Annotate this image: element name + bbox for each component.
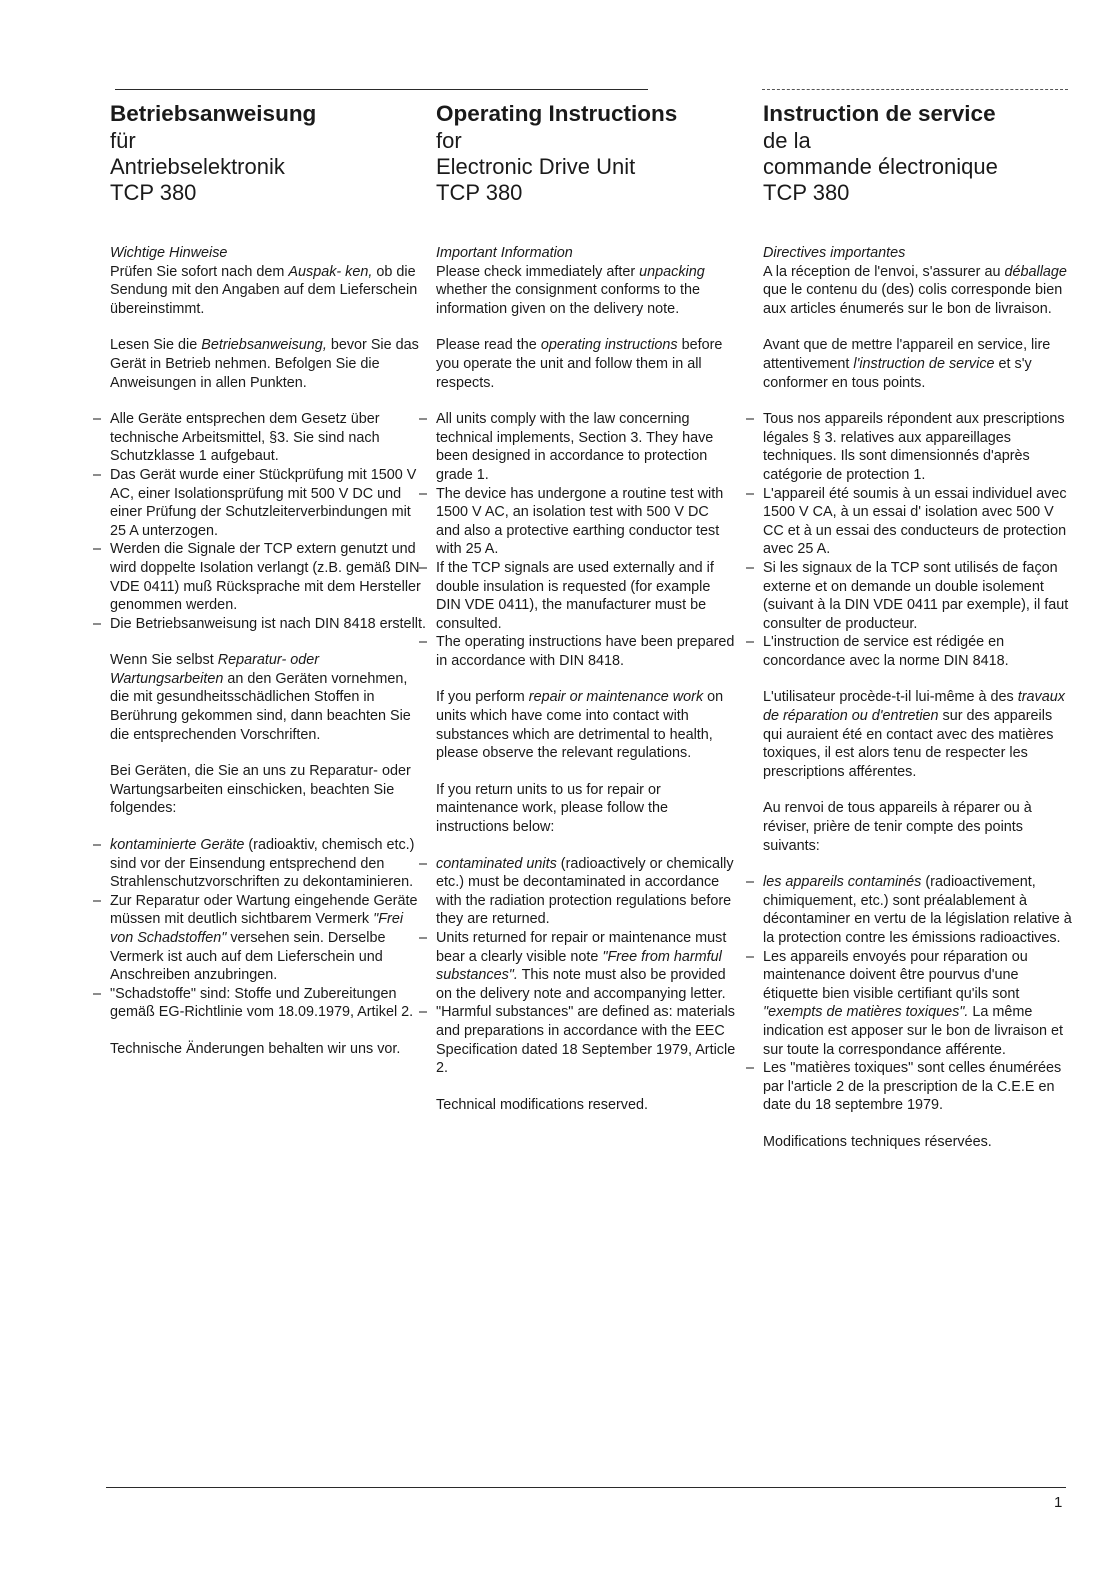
subtitle-line: TCP 380 xyxy=(436,180,523,205)
list-item: – If the TCP signals are used externally and if double insulation is requested (for example DIN VDE 0411), the manufacturer must be consulted. xyxy=(436,559,736,633)
compliance-list xyxy=(110,410,426,633)
return-list xyxy=(110,836,426,1022)
intro-paragraph: A la réception de l'envoi, s'assurer au déballage que le contenu du (des) colis corresponde bien aux articles énumerés sur le bon de livraison. xyxy=(763,263,1067,317)
list-item: – Die Betriebsanweisung ist nach DIN 8418 erstellt. xyxy=(110,615,426,634)
intro-paragraph: Avant que de mettre l'appareil en service, lire attentivement l'instruction de service et s'y conformer en tous points. xyxy=(763,337,1051,391)
column-french xyxy=(763,100,1073,1170)
intro-paragraph: Please read the operating instructions before you operate the unit and follow them in all respects. xyxy=(436,337,723,391)
list-item: – Tous nos appareils répondent aux prescriptions légales § 3. relatives aux appareillages techniques. Ils sont dimensionnés d'après catégorie de protection 1. xyxy=(763,410,1073,484)
body-german xyxy=(110,244,426,1059)
list-item: – Les "matières toxiques" sont celles énumérées par l'article 2 de la prescription de la C.E.E en date du 18 septembre 1979. xyxy=(763,1059,1073,1115)
list-item: – All units comply with the law concerning technical implements, Section 3. They have been designed in accordance to protection grade 1. xyxy=(436,410,736,484)
list-item: – Units returned for repair or maintenance must bear a clearly visible note "Free from harmful substances". This note must also be provided on the delivery note and accompanying letter. xyxy=(436,929,736,1003)
subtitle-line: Antriebselektronik xyxy=(110,154,285,179)
column-german xyxy=(110,100,426,1077)
intro-paragraph: Please check immediately after unpacking whether the consignment conforms to the information given on the delivery note. xyxy=(436,263,705,317)
top-rule xyxy=(115,89,648,90)
list-item: – L'instruction de service est rédigée en concordance avec la norme DIN 8418. xyxy=(763,633,1073,670)
list-item: – "Schadstoffe" sind: Stoffe und Zubereitungen gemäß EG-Richtlinie vom 18.09.1979, Artikel 2. xyxy=(110,985,426,1022)
intro-paragraph: Prüfen Sie sofort nach dem Auspak- ken, ob die Sendung mit den Angaben auf dem Lieferschein übereinstimmt. xyxy=(110,263,418,317)
return-paragraph: Bei Geräten, die Sie an uns zu Reparatur- oder Wartungsarbeiten einschicken, beachten Sie folgendes: xyxy=(110,763,411,817)
closing-note: Modifications techniques réservées. xyxy=(763,1133,992,1150)
subtitle-line: Electronic Drive Unit xyxy=(436,154,636,179)
list-item: – les appareils contaminés (radioactivement, chimiquement, etc.) sont préalablement à décontaminer en vertu de la législation relative à la protection contre les émissions radioactives. xyxy=(763,873,1073,947)
subtitle-line: TCP 380 xyxy=(763,180,850,205)
page-number: 1 xyxy=(1054,1494,1063,1511)
column-english xyxy=(436,100,736,1132)
repair-paragraph: Wenn Sie selbst Reparatur- oder Wartungsarbeiten an den Geräten vornehmen, die mit gesundheitsschädlichen Stoffen in Berührung gekommen sind, dann beachten Sie die entsprechenden Vorschriften. xyxy=(110,652,411,743)
subtitle-line: de la xyxy=(763,128,811,153)
title-french: Instruction de service xyxy=(763,101,996,126)
section-heading: Directives importantes xyxy=(763,245,906,261)
list-item: – The operating instructions have been prepared in accordance with DIN 8418. xyxy=(436,633,736,670)
bottom-rule xyxy=(106,1487,1066,1488)
return-list xyxy=(436,855,736,1078)
return-paragraph: If you return units to us for repair or maintenance work, please follow the instructions below: xyxy=(436,781,668,836)
list-item: – Les appareils envoyés pour réparation ou maintenance doivent être pourvus d'une étiquette bien visible certifiant qu'ils sont "exempts de matières toxiques". La même indication est apposer sur le bon de livraison et sur toute la correspondance afférente. xyxy=(763,948,1073,1060)
section-heading: Important Information xyxy=(436,245,573,261)
list-item: – Werden die Signale der TCP extern genutzt und wird doppelte Isolation verlangt (z.B. gemäß DIN VDE 0411) muß Rücksprache mit dem Hersteller genommen werden. xyxy=(110,540,426,614)
compliance-list xyxy=(436,410,736,670)
section-heading: Wichtige Hinweise xyxy=(110,245,228,261)
list-item: – Das Gerät wurde einer Stückprüfung mit 1500 V AC, einer Isolationsprüfung mit 500 V DC und einer Prüfung der Schutzleiterverbindungen mit 25 A unterzogen. xyxy=(110,466,426,540)
title-english: Operating Instructions xyxy=(436,101,678,126)
closing-note: Technical modifications reserved. xyxy=(436,1096,648,1113)
return-paragraph: Au renvoi de tous appareils à réparer ou à réviser, prière de tenir compte des points suivants: xyxy=(763,800,1032,854)
list-item: – Si les signaux de la TCP sont utilisés de façon externe et on demande un double isolement (suivant à la DIN VDE 0411 par exemple), il faut consulter de producteur. xyxy=(763,559,1073,633)
subtitle-line: for xyxy=(436,128,462,153)
return-list xyxy=(763,873,1073,1115)
repair-paragraph: If you perform repair or maintenance work on units which have come into contact with substances which are detrimental to health, please observe the relevant regulations. xyxy=(436,689,724,762)
list-item: – contaminated units (radioactively or chemically etc.) must be decontaminated in accordance with the radiation protection regulations before they are returned. xyxy=(436,855,736,929)
list-item: – L'appareil été soumis à un essai individuel avec 1500 V CA, à un essai d' isolation avec 500 V CC et à un essai des conducteurs de protection avec 25 A. xyxy=(763,485,1073,559)
intro-paragraph: Lesen Sie die Betriebsanweisung, bevor Sie das Gerät in Betrieb nehmen. Befolgen Sie die Anweisungen in allen Punkten. xyxy=(110,337,419,391)
list-item: – Zur Reparatur oder Wartung eingehende Geräte müssen mit deutlich sichtbarem Vermerk "Frei von Schadstoffen" versehen sein. Derselbe Vermerk ist auch auf dem Lieferschein und Anschreiben anzubringen. xyxy=(110,892,426,985)
subtitle-line: commande électronique xyxy=(763,154,998,179)
repair-paragraph: L'utilisateur procède-t-il lui-même à des travaux de réparation ou d'entretien sur des appareils qui auraient été en contact avec des matières toxiques, il est alors tenu de respecter les prescriptions afférentes. xyxy=(763,689,1065,780)
list-item: – Alle Geräte entsprechen dem Gesetz über technische Arbeitsmittel, §3. Sie sind nach Schutzklasse 1 aufgebaut. xyxy=(110,410,426,466)
body-english xyxy=(436,244,736,1114)
closing-note: Technische Änderungen behalten wir uns vor. xyxy=(110,1040,401,1057)
subtitle-line: für xyxy=(110,128,136,153)
top-rule-right xyxy=(762,89,1068,90)
list-item: – The device has undergone a routine test with 1500 V AC, an isolation test with 500 V DC and also a protective earthing conductor test with 25 A. xyxy=(436,485,736,559)
title-german: Betriebsanweisung xyxy=(110,101,317,126)
body-french xyxy=(763,244,1073,1152)
list-item: – kontaminierte Geräte (radioaktiv, chemisch etc.) sind vor der Einsendung entsprechend den Strahlenschutzvorschriften zu dekontaminieren. xyxy=(110,836,426,892)
list-item: – "Harmful substances" are defined as: materials and preparations in accordance with the EEC Specification dated 18 September 1979, Article 2. xyxy=(436,1003,736,1077)
subtitle-line: TCP 380 xyxy=(110,180,197,205)
compliance-list xyxy=(763,410,1073,670)
